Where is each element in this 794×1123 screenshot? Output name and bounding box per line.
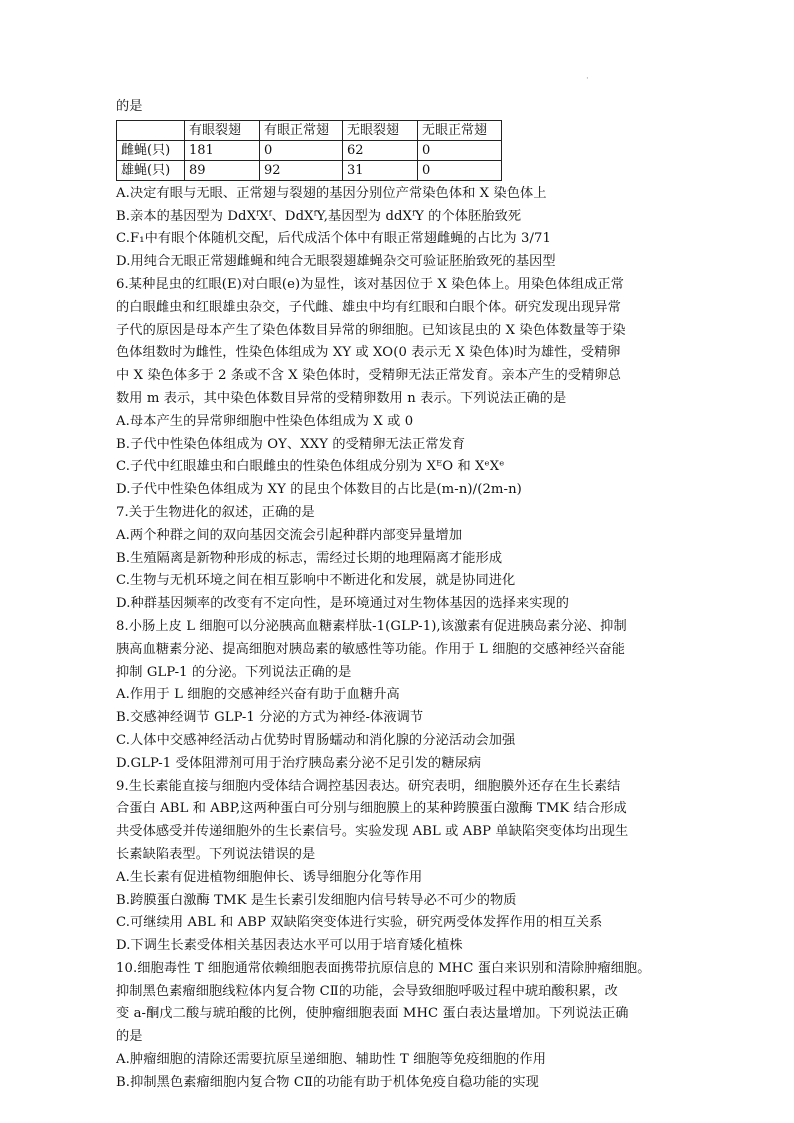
option-line: A.肿瘤细胞的清除还需要抗原呈递细胞、辅助性 T 细胞等免疫细胞的作用 xyxy=(116,1052,547,1068)
option-line: A.两个种群之间的双向基因交流会引起种群内部变异量增加 xyxy=(116,527,463,543)
option-line: D.种群基因频率的改变有不定向性，是环境通过对生物体基因的选择来实现的 xyxy=(116,596,569,612)
header-text: 的是 xyxy=(116,99,143,114)
question-line: 抑制 GLP-1 的分泌。下列说法正确的是 xyxy=(116,664,352,680)
question-line: 共受体感受并传递细胞外的生长素信号。实验发现 ABL 或 ABP 单缺陷突变体均出现生 xyxy=(116,824,629,840)
document-page xyxy=(116,96,696,1095)
option-line: A.决定有眼与无眼、正常翅与裂翅的基因分别位产常染色体和 X 染色体上 xyxy=(116,185,547,201)
option-line: B.生殖隔离是新物种形成的标志，需经过长期的地理隔离才能形成 xyxy=(116,550,503,566)
question-line: 合蛋白 ABL 和 ABP,这两种蛋白可分别与细胞膜上的某种跨膜蛋白激酶 TMK 结合形成 xyxy=(116,801,627,817)
option-line: A.生长素有促进植物细胞伸长、诱导细胞分化等作用 xyxy=(116,869,423,885)
option-line: B.交感神经调节 GLP-1 分泌的方式为神经-体液调节 xyxy=(116,710,424,726)
option-line: B.亲本的基因型为 DdXᶠXᶠ、DdXᶠY,基因型为 ddXᶠY 的个体胚胎致死 xyxy=(116,208,522,224)
question-line: 变 a-酮戊二酸与琥珀酸的比例，使肿瘤细胞表面 MHC 蛋白表达量增加。下列说法正确 xyxy=(116,1006,629,1022)
question-line: 8.小肠上皮 L 细胞可以分泌胰高血糖素样肽-1(GLP-1),该激素有促进胰岛素分泌、抑制 xyxy=(116,618,627,634)
table-header-cell: 有眼正常翅 xyxy=(260,120,343,140)
question-line: 子代的原因是母本产生了染色体数目异常的卵细胞。已知该昆虫的 X 染色体数量等于染 xyxy=(116,322,626,338)
option-line: B.子代中性染色体组成为 OY、XXY 的受精卵无法正常发育 xyxy=(116,436,466,452)
question-line: 抑制黑色素瘤细胞线粒体内复合物 CⅡ的功能，会导致细胞呼吸过程中琥珀酸积累，改 xyxy=(116,983,618,999)
table-header-cell xyxy=(117,120,185,140)
table-row xyxy=(117,140,502,160)
option-line: C.子代中红眼雄虫和白眼雌虫的性染色体组成分别为 XᴱO 和 XᵉXᵉ xyxy=(116,459,505,475)
table-header-row xyxy=(117,120,502,140)
question-line: 9.生长素能直接与细胞内受体结合调控基因表达。研究表明，细胞膜外还存在生长素结 xyxy=(116,778,621,794)
question-line: 的白眼雌虫和红眼雄虫杂交，子代雌、雄虫中均有红眼和白眼个体。研究发现出现异常 xyxy=(116,299,621,315)
option-line: C.生物与无机环境之间在相互影响中不断进化和发展，就是协同进化 xyxy=(116,573,516,589)
table-header-cell: 无眼裂翅 xyxy=(343,120,418,140)
option-line: A.母本产生的异常卵细胞中性染色体组成为 X 或 0 xyxy=(116,413,414,429)
question-line: 胰高血糖素分泌、提高细胞对胰岛素的敏感性等功能。作用于 L 细胞的交感神经兴奋能 xyxy=(116,641,626,657)
corner-mark: · xyxy=(586,74,589,84)
option-line: A.作用于 L 细胞的交感神经兴奋有助于血糖升高 xyxy=(116,687,400,703)
table-cell: 0 xyxy=(418,160,502,180)
option-line: C.可继续用 ABL 和 ABP 双缺陷突变体进行实验，研究两受体发挥作用的相互关系 xyxy=(116,915,603,931)
option-line: B.跨膜蛋白激酶 TMK 是生长素引发细胞内信号转导必不可少的物质 xyxy=(116,892,517,908)
table-cell: 0 xyxy=(418,140,502,160)
table-cell: 雄蝇(只) xyxy=(117,160,185,180)
question-line: 6.某种昆虫的红眼(E)对白眼(e)为显性，该对基因位于 X 染色体上。用染色体组成正常 xyxy=(116,276,624,292)
question-line: 长素缺陷表型。下列说法错误的是 xyxy=(116,846,316,862)
question-line: 的是 xyxy=(116,1029,143,1045)
results-table xyxy=(116,120,502,181)
option-line: D.GLP-1 受体阻滞剂可用于治疗胰岛素分泌不足引发的糖尿病 xyxy=(116,755,482,771)
question-line: 数用 m 表示，其中染色体数目异常的受精卵数用 n 表示。下列说法正确的是 xyxy=(116,390,567,406)
table-cell: 31 xyxy=(343,160,418,180)
question-line: 7.关于生物进化的叙述，正确的是 xyxy=(116,504,315,520)
option-line: C.人体中交感神经活动占优势时胃肠蠕动和消化腺的分泌活动会加强 xyxy=(116,732,516,748)
table-cell: 181 xyxy=(185,140,260,160)
option-line: B.抑制黑色素瘤细胞内复合物 CⅡ的功能有助于机体免疫自稳功能的实现 xyxy=(116,1074,539,1090)
table-cell: 62 xyxy=(343,140,418,160)
table-header-cell: 无眼正常翅 xyxy=(418,120,502,140)
table-cell: 92 xyxy=(260,160,343,180)
table-header-cell: 有眼裂翅 xyxy=(185,120,260,140)
option-line: D.用纯合无眼正常翅雌蝇和纯合无眼裂翅雄蝇杂交可验证胚胎致死的基因型 xyxy=(116,254,556,270)
question-line: 10.细胞毒性 T 细胞通常依赖细胞表面携带抗原信息的 MHC 蛋白来识别和清除肿瘤细胞。 xyxy=(116,960,651,976)
table-cell: 0 xyxy=(260,140,343,160)
question-line: 中 X 染色体多于 2 条或不含 X 染色体时，受精卵无法正常发育。亲本产生的受精卵总 xyxy=(116,368,621,384)
option-line: D.子代中性染色体组成为 XY 的昆虫个体数目的占比是(m-n)/(2m-n) xyxy=(116,482,522,498)
table-row xyxy=(117,160,502,180)
option-line: C.F₁中有眼个体随机交配，后代成活个体中有眼正常翅雌蝇的占比为 3/71 xyxy=(116,231,552,247)
text-body xyxy=(116,183,696,1095)
table-cell: 89 xyxy=(185,160,260,180)
table-cell: 雌蝇(只) xyxy=(117,140,185,160)
question-line: 色体组数时为雌性，性染色体组成为 XY 或 XO(0 表示无 X 染色体)时为雄性，受精卵 xyxy=(116,345,621,361)
option-line: D.下调生长素受体相关基因表达水平可以用于培育矮化植株 xyxy=(116,938,463,954)
